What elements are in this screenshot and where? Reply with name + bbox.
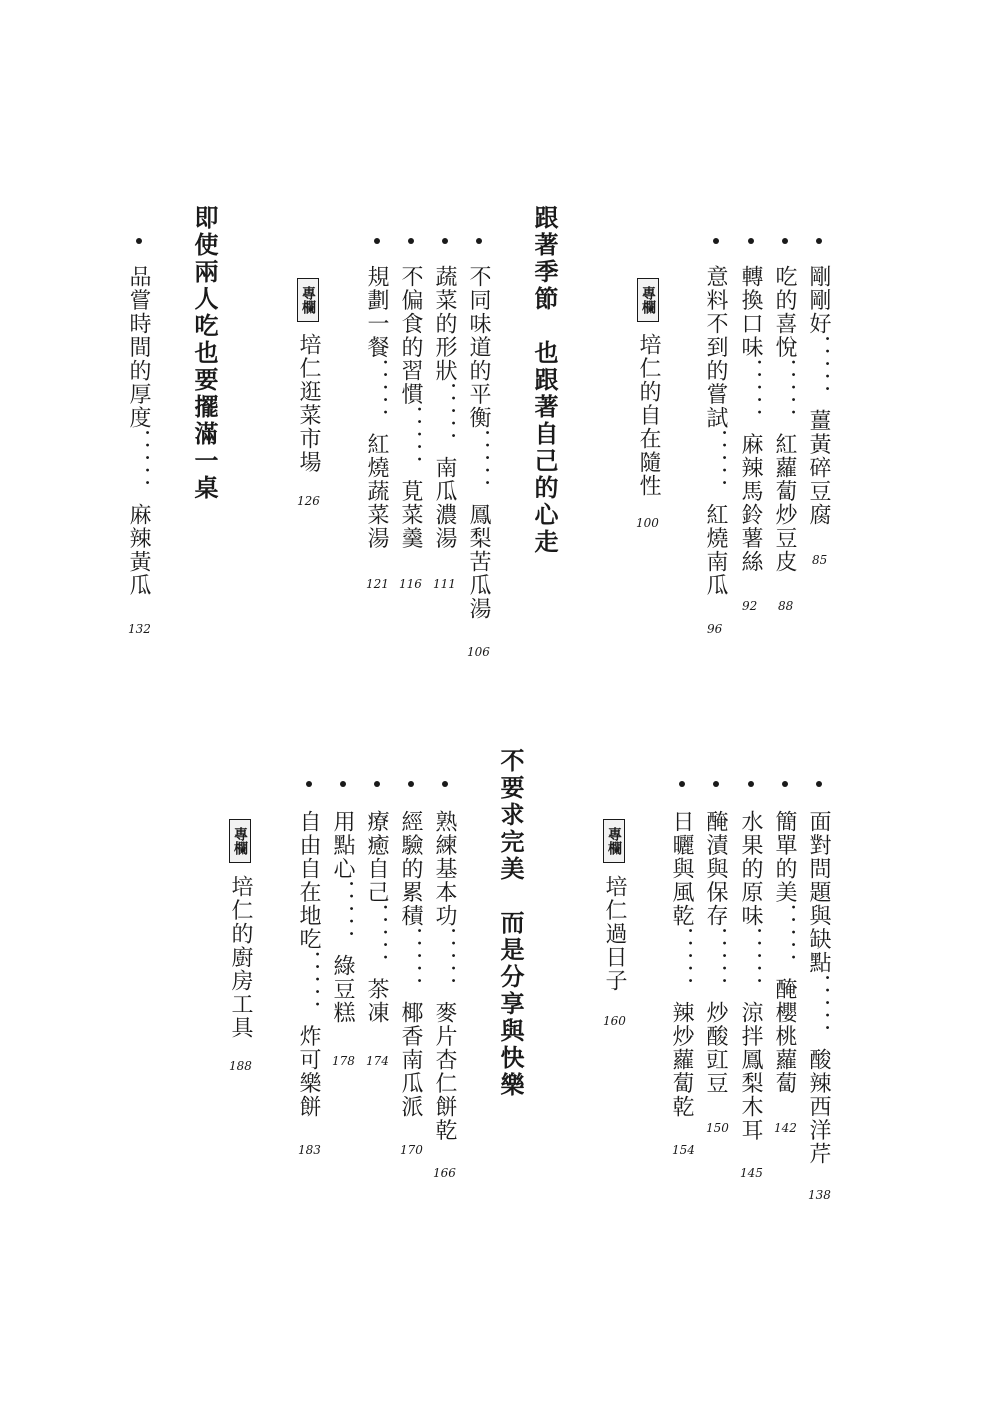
column-title[interactable]: 培仁逛菜市場 [296, 333, 321, 474]
bullet [816, 781, 822, 787]
page-number: 106 [467, 645, 490, 659]
toc-entry[interactable]: 不同味道的平衡．．．．．鳳梨苦瓜湯 [466, 265, 491, 621]
page-number: 92 [742, 599, 758, 613]
column-badge-label: 專欄 [232, 827, 248, 855]
section-title: 不要求完美 而是分享與快樂 [496, 748, 525, 1099]
bullet [782, 238, 788, 244]
bullet [713, 781, 719, 787]
bullet [476, 238, 482, 244]
bullet [374, 238, 380, 244]
toc-entry[interactable]: 日曬與風乾．．．．．辣炒蘿蔔乾 [669, 810, 694, 1119]
section-title: 跟著季節 也跟著自己的心走 [530, 205, 559, 556]
bullet [748, 781, 754, 787]
page-number: 100 [636, 516, 659, 530]
bullet [408, 781, 414, 787]
toc-entry[interactable]: 醃漬與保存．．．．．炒酸豇豆 [703, 810, 728, 1095]
toc-entry[interactable]: 不偏食的習慣．．．．．莧菜羹 [398, 265, 423, 550]
page-number: 160 [603, 1014, 626, 1028]
column-badge [297, 278, 319, 322]
page-number: 132 [128, 622, 151, 636]
page-number: 178 [332, 1054, 355, 1068]
bullet [782, 781, 788, 787]
column-badge [603, 819, 625, 863]
toc-entry[interactable]: 簡單的美．．．．．醃櫻桃蘿蔔 [772, 810, 797, 1095]
page-number: 126 [297, 494, 320, 508]
toc-entry[interactable]: 熟練基本功．．．．．麥片杏仁餅乾 [432, 810, 457, 1142]
page-number: 183 [298, 1143, 321, 1157]
bullet [713, 238, 719, 244]
bullet [306, 781, 312, 787]
page-number: 111 [433, 577, 456, 591]
toc-entry[interactable]: 療癒自己．．．．．茶凍 [364, 810, 389, 1025]
page-number: 154 [672, 1143, 695, 1157]
column-badge-label: 專欄 [606, 827, 622, 855]
page-number: 145 [740, 1166, 763, 1180]
page-number: 116 [399, 577, 422, 591]
section-title: 即使兩人吃也要擺滿一桌 [190, 205, 219, 502]
page-number: 188 [229, 1059, 252, 1073]
column-badge-label: 專欄 [300, 286, 316, 314]
column-badge-label: 專欄 [640, 286, 656, 314]
toc-entry[interactable]: 品嘗時間的厚度．．．．．麻辣黃瓜 [126, 265, 151, 597]
bullet [679, 781, 685, 787]
column-badge [637, 278, 659, 322]
bullet [374, 781, 380, 787]
column-title[interactable]: 培仁的廚房工具 [228, 875, 253, 1040]
page-number: 96 [707, 622, 723, 636]
toc-entry[interactable]: 剛剛好．．．．．薑黃碎豆腐 [806, 265, 831, 527]
toc-entry[interactable]: 用點心．．．．．綠豆糕 [330, 810, 355, 1025]
toc-entry[interactable]: 蔬菜的形狀．．．．．南瓜濃湯 [432, 265, 457, 550]
toc-entry[interactable]: 經驗的累積．．．．．椰香南瓜派 [398, 810, 423, 1119]
page-number: 88 [778, 599, 794, 613]
bullet [748, 238, 754, 244]
bullet [816, 238, 822, 244]
bullet [136, 238, 142, 244]
page-number: 150 [706, 1121, 729, 1135]
page-number: 166 [433, 1166, 456, 1180]
toc-entry[interactable]: 面對問題與缺點．．．．．酸辣西洋芹 [806, 810, 831, 1166]
bullet [340, 781, 346, 787]
toc-entry[interactable]: 意料不到的嘗試．．．．．紅燒南瓜 [703, 265, 728, 597]
bullet [442, 238, 448, 244]
bullet [408, 238, 414, 244]
bullet [442, 781, 448, 787]
column-title[interactable]: 培仁的自在隨性 [636, 333, 661, 498]
page-number: 85 [812, 553, 828, 567]
page-number: 170 [400, 1143, 423, 1157]
toc-entry[interactable]: 水果的原味．．．．．涼拌鳳梨木耳 [738, 810, 763, 1142]
page-number: 142 [774, 1121, 797, 1135]
column-badge [229, 819, 251, 863]
toc-entry[interactable]: 自由自在地吃．．．．．炸可樂餅 [296, 810, 321, 1119]
page-number: 138 [808, 1188, 831, 1202]
toc-entry[interactable]: 規劃一餐．．．．．紅燒蔬菜湯 [364, 265, 389, 550]
page-number: 121 [366, 577, 389, 591]
toc-entry[interactable]: 轉換口味．．．．．麻辣馬鈴薯絲 [738, 265, 763, 574]
toc-entry[interactable]: 吃的喜悅．．．．．紅蘿蔔炒豆皮 [772, 265, 797, 574]
column-title[interactable]: 培仁過日子 [602, 875, 627, 993]
page-number: 174 [366, 1054, 389, 1068]
